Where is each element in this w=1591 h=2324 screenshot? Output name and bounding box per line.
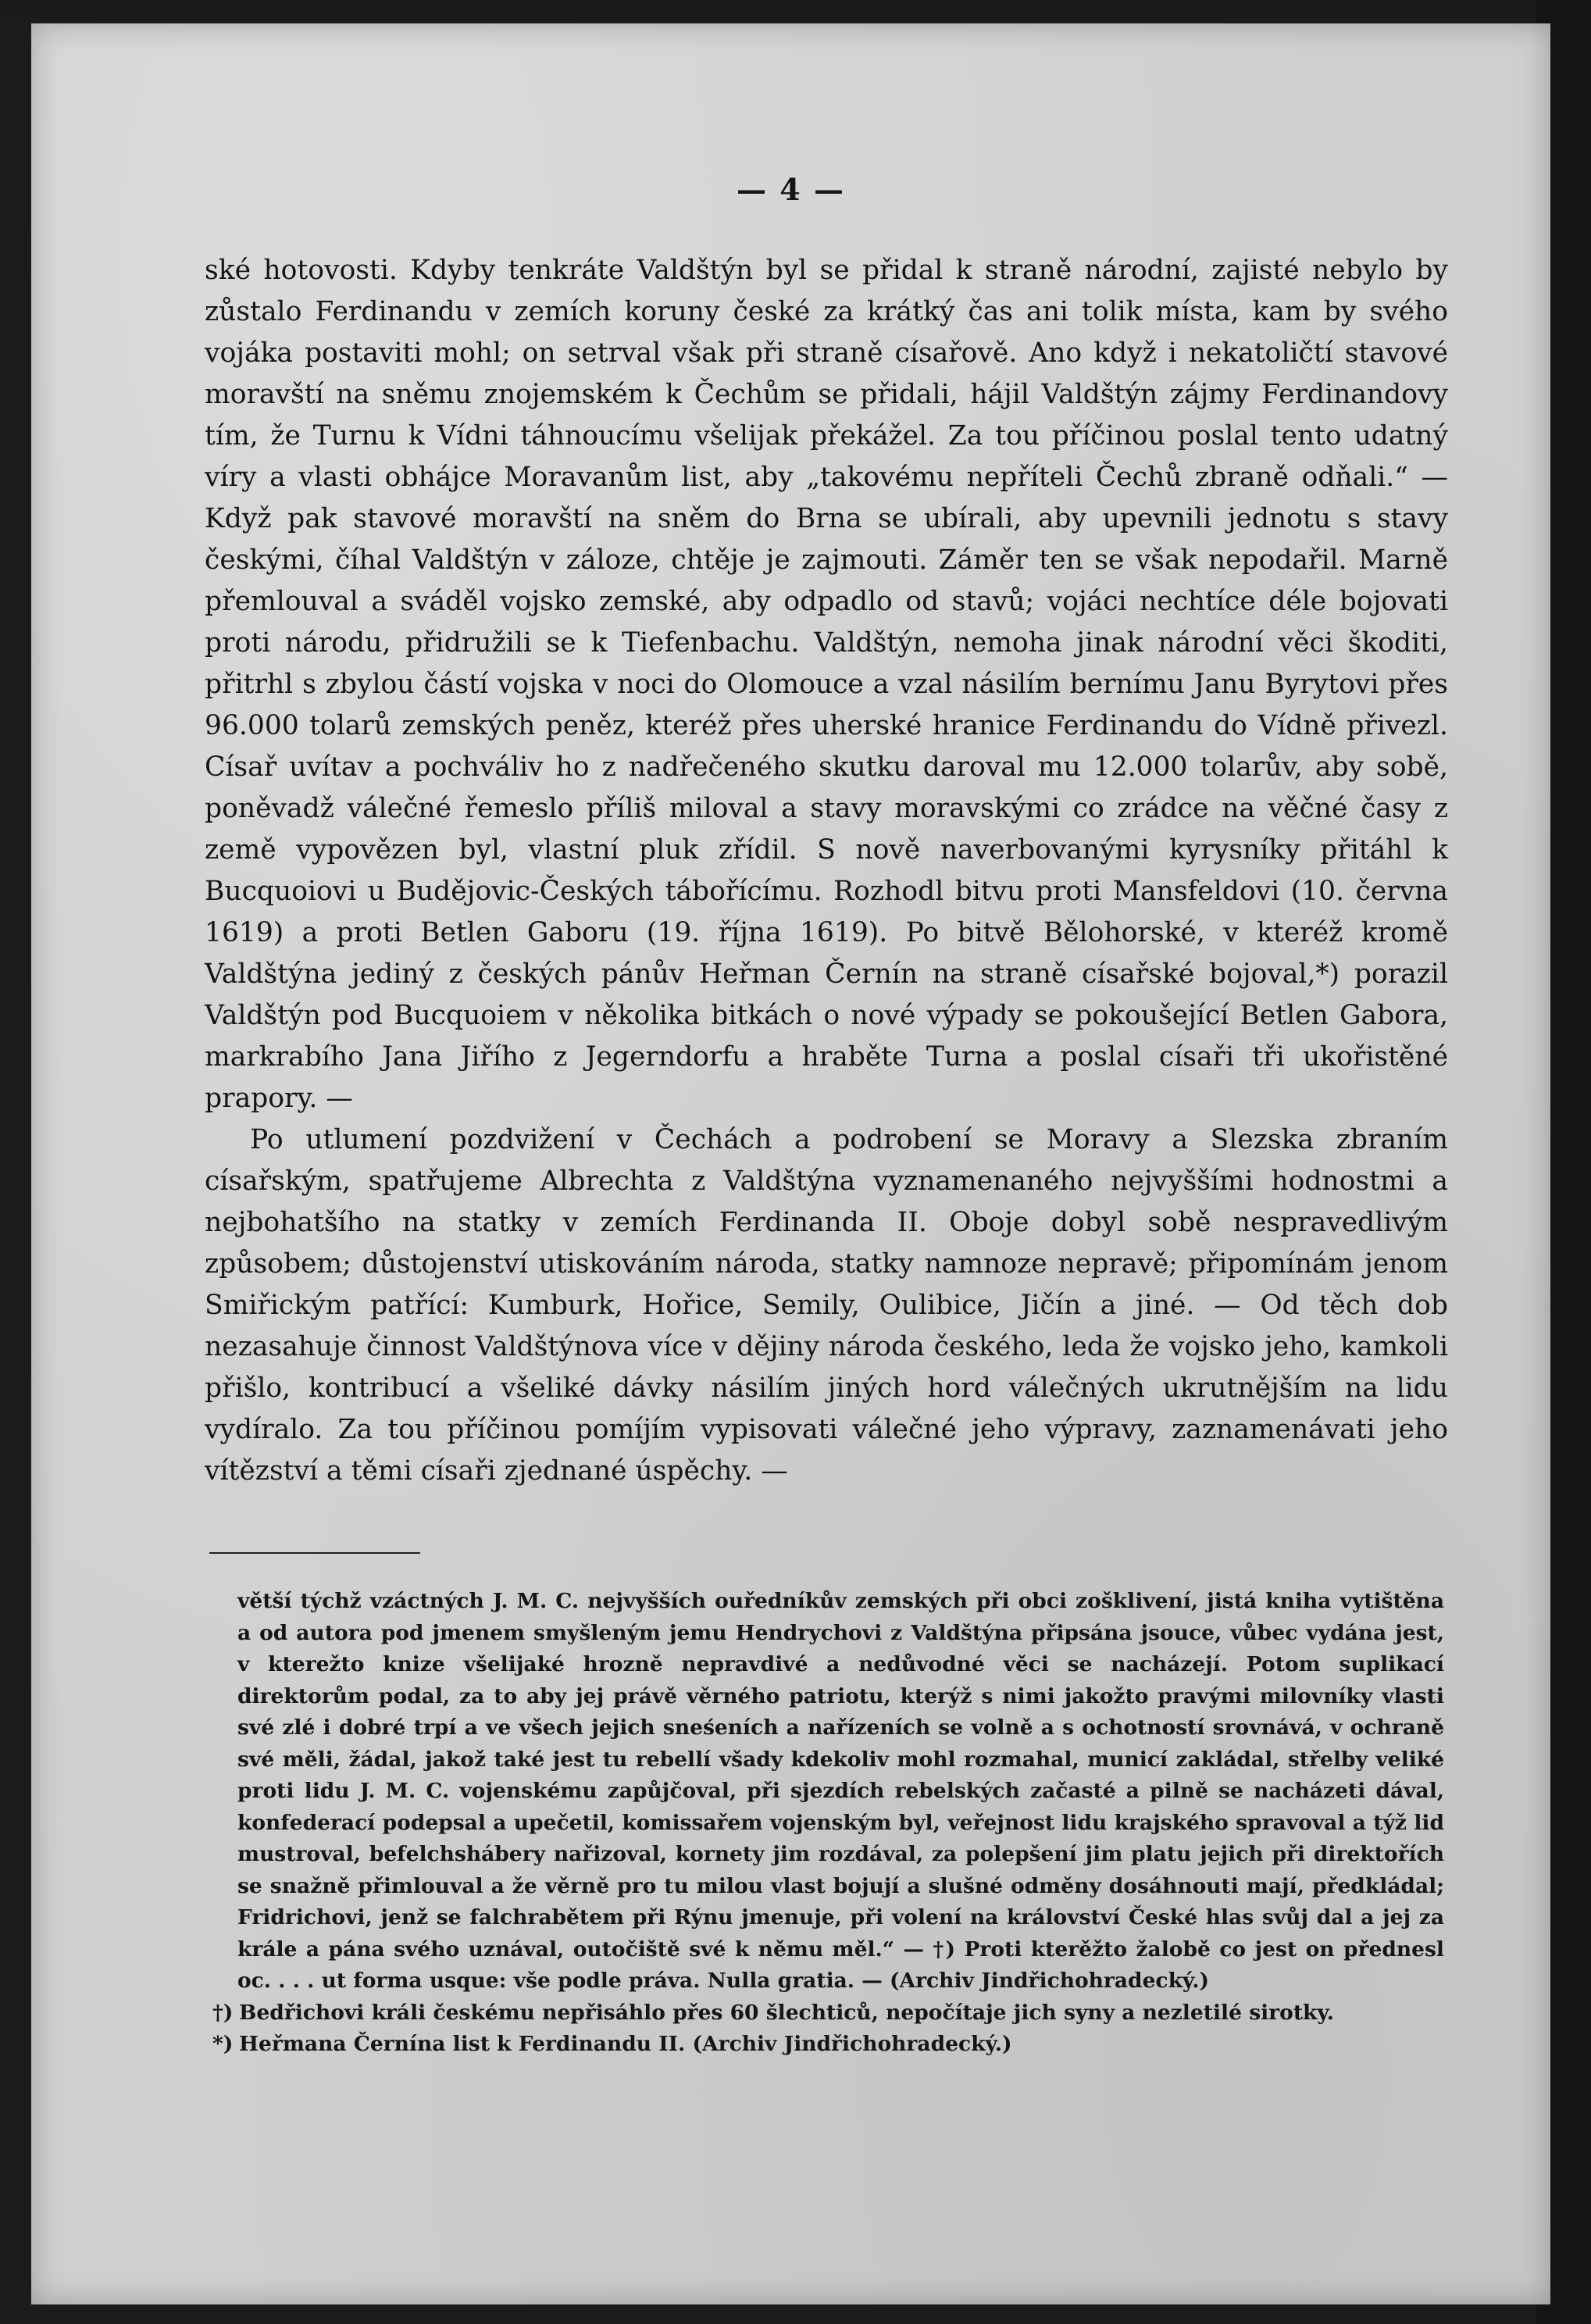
main-text xyxy=(205,250,1448,1492)
scan-top-edge xyxy=(0,0,1591,17)
footnote-text: Bedřichovi králi českému nepřisáhlo přes 60 šlechticů, nepočítaje jich syny a nezletilé sirotky. xyxy=(239,2000,1335,2025)
footnote-asterisk xyxy=(212,2029,1444,2061)
footnote-continuation: větší týchž vzáctných J. M. C. nejvyšších ouředníkův zemských při obci zošklivení, jistá kniha vytištěna a od autora pod jmenem smyšleným jemu Hendrychovi z Valdštýna připsána jsouce, vůbec vydána jest, v kterežto knize všelijaké hrozně nepravdivé a nedůvodné věci se nacházejí. Potom suplikací direktorům podal, za to aby jej právě věrného patriotu, kterýž s nimi jakožto pravými milovníky vlasti své zlé i dobré trpí a ve všech jejich sneśeních a nařízeních se volně a s ochotností srovnává, v ochraně své měli, žádal, jakož také jest tu rebellí všady kdekoliv mohl rozmahal, municí zakládal, střelby veliké proti lidu J. M. C. vojenskému zapůjčoval, při sjezdích rebelských začasté a pilně se nacházeti dával, konfederací podepsal a upečetil, komissařem vojenským byl, veřejnost lidu krajského spravoval a týž lid mustroval, befelchshábery nařizoval, kornety jim rozdával, za polepšení jim platu jejich při direktořích se snažně přimlouval a že věrně pro tu milou vlast bojují a slušné odměny dosáhnouti mají, předkládal; Fridrichovi, jenž se falchrabětem při Rýnu jmenuje, při volení na království České hlas svůj dal a jej za krále a pána svého uznával, outočiště své k němu měl.“ — †) Proti kterěžto žalobě co jest on přednesl oc. . . . ut forma usque: vše podle práva. Nulla gratia. — (Archiv Jindřichohradecký.) xyxy=(237,1589,1444,1993)
footnote-dagger xyxy=(212,1997,1444,2029)
footnote-mark: †) xyxy=(212,2000,234,2025)
book-page xyxy=(31,23,1550,2304)
page-number: — 4 — xyxy=(737,172,845,207)
paragraph-continuation: ské hotovosti. Kdyby tenkráte Valdštýn byl se přidal k straně národní, zajisté nebylo by zůstalo Ferdinandu v zemích koruny české za krátký čas ani tolik místa, kam by svého vojáka postaviti mohl; on setrval však při straně císařově. Ano když i nekatoličtí stavové moravští na sněmu znojemském k Čechům se přidali, hájil Valdštýn zájmy Ferdinandovy tím, že Turnu k Vídni táhnoucímu všelijak překážel. Za tou příčinou poslal tento udatný víry a vlasti obhájce Moravanům list, aby „takovému nepříteli Čechů zbraně odňali.“ — Když pak stavové moravští na sněm do Brna se ubírali, aby upevnili jednotu s stavy českými, číhal Valdštýn v záloze, chtěje je zajmouti. Záměr ten se však nepodařil. Marně přemlouval a sváděl vojsko zemské, aby odpadlo od stavů; vojáci nechtíce déle bojovati proti národu, přidružili se k Tiefenbachu. Valdštýn, nemoha jinak národní věci škoditi, přitrhl s zbylou částí vojska v noci do Olomouce a vzal násilím bernímu Janu Byrytovi přes 96.000 tolarů zemských peněz, kteréž přes uherské hranice Ferdinandu do Vídně přivezl. Císař uvítav a pochváliv ho z nadřečeného skutku daroval mu 12.000 tolarův, aby sobě, poněvadž válečné řemeslo příliš miloval a stavy moravskými co zrádce na věčné časy z země vypovězen byl, vlastní pluk zřídil. S nově naverbovanými kyrysníky přitáhl k Bucquoiovi u Budějovic-Českých tábořícímu. Rozhodl bitvu proti Mansfeldovi (10. června 1619) a proti Betlen Gaboru (19. října 1619). Po bitvě Bělohorské, v kteréž kromě Valdštýna jediný z českých pánův Heřman Černín na straně císařské bojoval,*) porazil Valdštýn pod Bucquoiem v několika bitkách o nové výpady se pokoušející Betlen Gabora, markrabího Jana Jiřího z Jegerndorfu a hraběte Turna a poslal císaři tři ukořistěné prapory. — xyxy=(205,255,1448,1114)
footnotes xyxy=(212,1586,1444,2061)
footnote-text: Heřmana Černína list k Ferdinandu II. (Archiv Jindřichohradecký.) xyxy=(239,2032,1012,2056)
footnote-mark: *) xyxy=(212,2032,234,2056)
paragraph: Po utlumení pozdvižení v Čechách a podrobení se Moravy a Slezska zbraním císařským, spatřujeme Albrechta z Valdštýna vyznamenaného nejvyššími hodnostmi a nejbohatšího na statky v zemích Ferdinanda II. Oboje dobyl sobě nespravedlivým způsobem; důstojenství utiskováním národa, statky namnoze nepravě; připomínám jenom Smiřickým patřící: Kumburk, Hořice, Semily, Oulibice, Jičín a jiné. — Od těch dob nezasahuje činnost Valdštýnova více v dějiny národa českého, leda že vojsko jeho, kamkoli přišlo, kontribucí a všeliké dávky násilím jiných hord válečných ukrutnějším na lidu vydíralo. Za tou příčinou pomíjím vypisovati válečné jeho výpravy, zaznamenávati jeho vítězství a těmi císaři zjednané úspěchy. — xyxy=(205,1124,1448,1487)
footnote-separator xyxy=(209,1552,420,1554)
